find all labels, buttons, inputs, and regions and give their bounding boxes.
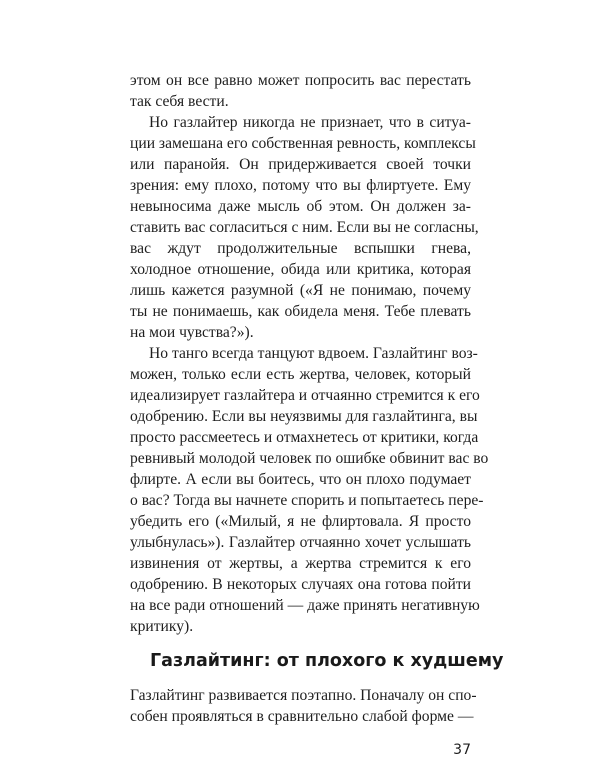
text-line: холодное отношение, обида или критика, которая	[130, 261, 471, 278]
text-line: убедить его («Милый, я не флиртовала. Я просто	[130, 513, 471, 530]
text-line: вас ждут продолжительные вспышки гнева,	[130, 240, 471, 257]
text-line: Газлайтинг развивается поэтапно. Поначалу он спо-	[130, 687, 477, 704]
text-line: просто рассмеетесь и отмахнетесь от критики, когда	[130, 429, 479, 446]
text-line: этом он все равно может попросить вас перестать	[130, 72, 471, 89]
text-line: флирте. А если вы боитесь, что он плохо подумает	[130, 471, 471, 488]
text-line: Но газлайтер никогда не признает, что в ситуа-	[149, 114, 471, 131]
text-line: одобрению. В некоторых случаях она готова пойти	[130, 576, 471, 593]
text-line: можен, только если есть жертва, человек, который	[130, 366, 471, 383]
text-line: Но танго всегда танцуют вдвоем. Газлайтинг воз-	[149, 345, 478, 362]
text-line: извинения от жертвы, а жертва стремится к его	[130, 555, 471, 572]
text-line: критику).	[130, 618, 194, 635]
text-line: собен проявляться в сравнительно слабой форме —	[130, 708, 474, 725]
text-line: одобрению. Если вы неуязвимы для газлайтинга, вы	[130, 408, 478, 425]
text-line: ции замешана его собственная ревность, комплексы	[130, 135, 476, 152]
page-number: 37	[453, 742, 471, 758]
text-line: так себя вести.	[130, 93, 229, 110]
text-line: или паранойя. Он придерживается своей точки	[130, 156, 471, 173]
section-heading: Газлайтинг: от плохого к худшему	[150, 651, 504, 671]
text-line: ревнивый молодой человек по ошибке обвинит вас во	[130, 450, 489, 467]
text-line: на все ради отношений — даже принять негативную	[130, 597, 480, 614]
text-line: ты не понимаешь, как обидела меня. Тебе плевать	[130, 303, 471, 320]
text-line: о вас? Тогда вы начнете спорить и попытаетесь пере-	[130, 492, 484, 509]
text-line: зрения: ему плохо, потому что вы флиртуете. Ему	[130, 177, 471, 194]
text-line: невыносима даже мысль об этом. Он должен за-	[130, 198, 471, 215]
text-line: улыбнулась»). Газлайтер отчаянно хочет услышать	[130, 534, 471, 551]
text-line: идеализирует газлайтера и отчаянно стремится к его	[130, 387, 480, 404]
text-line: на мои чувства?»).	[130, 324, 254, 341]
text-line: ставить вас согласиться с ним. Если вы не согласны,	[130, 219, 479, 236]
text-line: лишь кажется разумной («Я не понимаю, почему	[130, 282, 471, 299]
